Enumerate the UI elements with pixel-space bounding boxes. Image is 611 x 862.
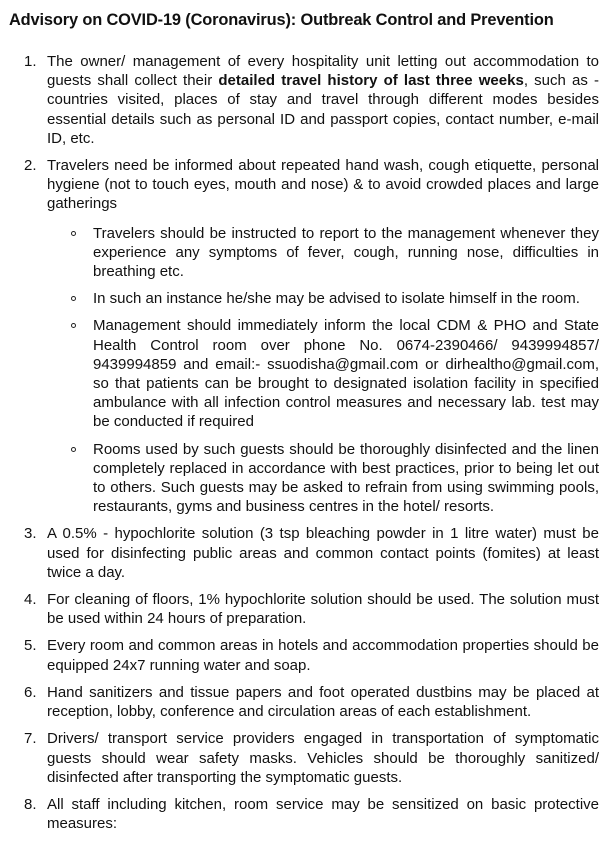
item-text: Drivers/ transport service providers engaged in transportation of symptomatic guests should wear safety masks. Vehicles should be thoroughly sanitized/ disinfected after transporting the symptomatic guests.	[47, 730, 599, 786]
item-text: All staff including kitchen, room service may be sensitized on basic protective measures:	[47, 795, 599, 833]
item-text: Hand sanitizers and tissue papers and foot operated dustbins may be placed at reception, lobby, conference and circulation areas of each establishment.	[47, 683, 599, 721]
sub-item-1	[47, 224, 599, 282]
list-item-4	[9, 590, 599, 628]
advisory-list	[9, 52, 599, 833]
list-item-1	[9, 52, 599, 148]
circle-bullet-icon	[71, 323, 76, 328]
item-number: 1.	[24, 53, 37, 70]
list-item-5	[9, 636, 599, 674]
document-title: Advisory on COVID-19 (Coronavirus): Outbreak Control and Prevention	[9, 11, 554, 29]
sub-item-3	[47, 316, 599, 431]
sub-item-text: In such an instance he/she may be advised to isolate himself in the room.	[93, 290, 580, 308]
item-text-bold: detailed travel history of last three weeks	[218, 72, 524, 90]
list-item-3	[9, 524, 599, 582]
sub-item-text: Management should immediately inform the local CDM & PHO and State Health Control room over phone No. 0674-2390466/ 9439994857/ 9439994859 and email:- ssuodisha@gmail.com or dirhealtho@gmail.com, so that patients can be brought to designated isolation facility in specified ambulance with all infection control measures and necessary lab. test may be conducted if required	[93, 317, 599, 431]
list-item-6	[9, 683, 599, 721]
circle-bullet-icon	[71, 447, 76, 452]
list-item-2	[9, 156, 599, 516]
circle-bullet-icon	[71, 231, 76, 236]
item-number: 2.	[24, 157, 37, 175]
item-text: Travelers need be informed about repeated hand wash, cough etiquette, personal hygiene (not to touch eyes, mouth and nose) & to avoid crowded places and large gatherings	[47, 157, 599, 213]
item-number: 4.	[24, 591, 37, 609]
item-number: 3.	[24, 525, 37, 543]
list-item-8	[9, 795, 599, 833]
item-number: 8.	[24, 795, 37, 813]
sub-item-text: Rooms used by such guests should be thoroughly disinfected and the linen completely replaced in accordance with best practices, prior to being let out to others. Such guests may be asked to refrain from using swimming pools, restaurants, gyms and business centres in the hotel/ resorts.	[93, 440, 599, 516]
sub-item-text: Travelers should be instructed to report to the management whenever they experience any symptoms of fever, cough, running nose, difficulties in breathing etc.	[93, 224, 599, 281]
item-number: 5.	[24, 637, 37, 655]
sub-list	[47, 224, 599, 517]
sub-item-2	[47, 289, 599, 308]
item-text-pre: The owner/ management of every hospitality unit letting out accommodation to guests shall collect their	[47, 53, 599, 90]
item-text: Every room and common areas in hotels and accommodation properties should be equipped 24x7 running water and soap.	[47, 637, 599, 674]
item-text-post: , such as - countries visited, places of stay and travel through different modes besides essential details such as personal ID and passport copies, contact number, e-mail ID, etc.	[47, 72, 599, 147]
item-number: 7.	[24, 730, 37, 748]
list-item-7	[9, 729, 599, 787]
sub-item-4	[47, 440, 599, 517]
circle-bullet-icon	[71, 296, 76, 301]
item-text: A 0.5% - hypochlorite solution (3 tsp bleaching powder in 1 litre water) must be used for disinfecting public areas and common contact points (fomites) at least twice a day.	[47, 525, 599, 581]
item-text: For cleaning of floors, 1% hypochlorite solution should be used. The solution must be used within 24 hours of preparation.	[47, 591, 599, 628]
item-number: 6.	[24, 683, 37, 701]
